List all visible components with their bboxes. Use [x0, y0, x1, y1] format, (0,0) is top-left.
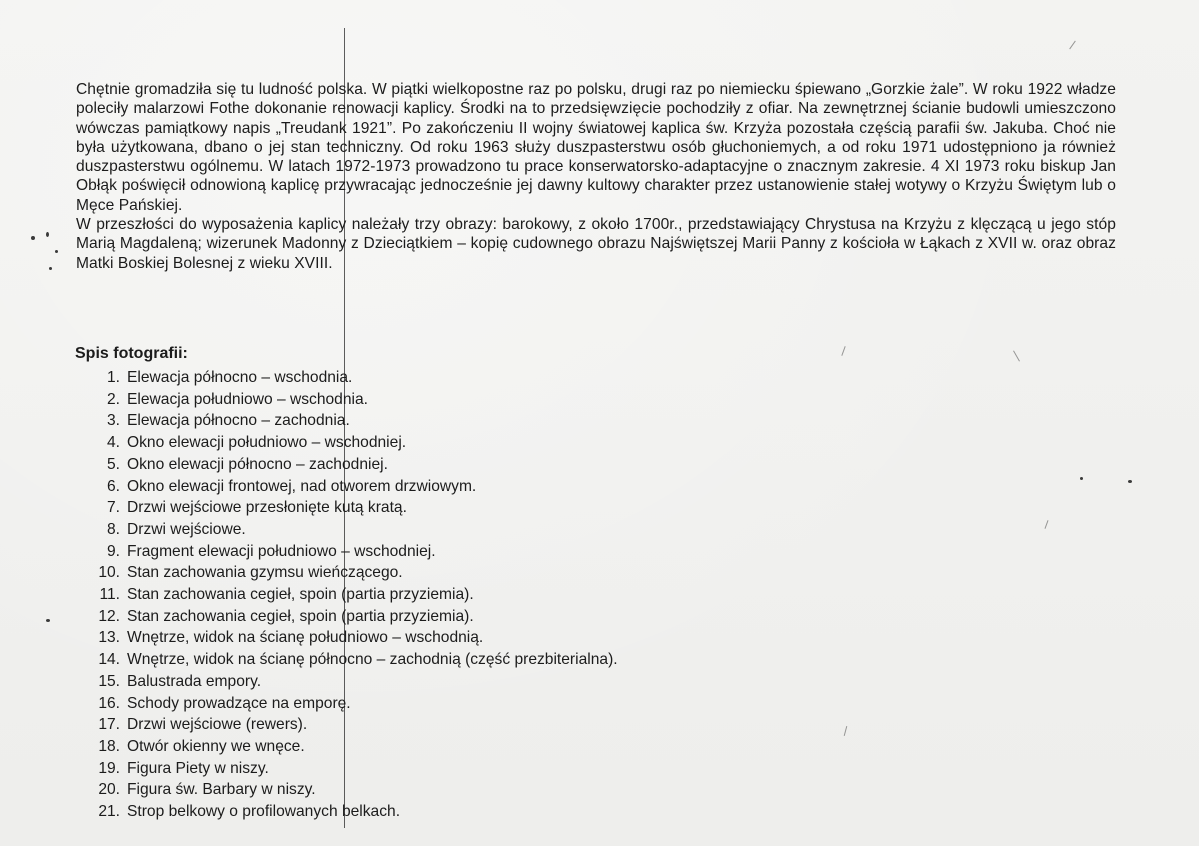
- list-item: 7. Drzwi wejściowe przesłonięte kutą kratą.: [106, 499, 407, 517]
- scan-speck: [1080, 477, 1083, 480]
- list-item: 4. Okno elewacji południowo – wschodniej.: [106, 434, 407, 452]
- scan-scratch: [841, 346, 845, 356]
- paragraph-paintings: W przeszłości do wyposażenia kaplicy należały trzy obrazy: barokowy, z około 1700r., przedstawiający Chrystusa na Krzyżu z klęczącą u jego stóp Marią Magdaleną; wizerunek Madonny z Dzieciątkiem – kopię cudownego obrazu Najświętszej Marii Panny z kościoła w Łąkach z XVII w. oraz obraz Matki Boskiej Bolesnej z wieku XVIII.: [76, 216, 1116, 272]
- scan-speck: [46, 619, 50, 622]
- scan-scratch: [1044, 520, 1048, 529]
- paragraph-history: Chętnie gromadziła się tu ludność polska. W piątki wielkopostne raz po polsku, drugi raz po niemiecku śpiewano „Gorzkie żale”. W roku 1922 władze poleciły malarzowi Fothe dokonanie renowacji kaplicy. Środki na to przedsięwzięcie pochodziły z ofiar. Na zewnętrznej ścianie budowli umieszczono wówczas pamiątkowy napis „Treudank 1921”. Po zakończeniu II wojny światowej kaplica św. Krzyża pozostała częścią parafii św. Jakuba. Choć nie była użytkowana, dbano o jej stan techniczny. Od roku 1963 służy duszpasterstwu osób głuchoniemych, a od roku 1971 udostępniono ja również duszpasterstwu ogólnemu. W latach 1972-1973 prowadzono tu prace konserwatorsko-adaptacyjne o znacznym zakresie. 4 XI 1973 roku biskup Jan Obłąk poświęcił odnowioną kaplicę przywracając jednocześnie jej dawny kultowy charakter przez ustanowienie stałej wotywy o Krzyżu Świętym lub o Męce Pańskiej.: [76, 81, 1116, 214]
- list-item: 5. Okno elewacji północno – zachodniej.: [106, 455, 388, 473]
- list-item: 1. Elewacja północno – wschodnia.: [106, 369, 353, 386]
- photo-list: [85, 367, 618, 823]
- scan-speck: [49, 267, 52, 270]
- scan-scratch: [1069, 41, 1076, 50]
- scan-speck: [31, 236, 35, 240]
- list-item: 14. Wnętrze, widok na ścianę północno – zachodnią (część prezbiterialna).: [98, 651, 618, 669]
- list-item: 8. Drzwi wejściowe.: [106, 520, 246, 538]
- list-item: 21. Strop belkowy o profilowanych belkach.: [98, 803, 401, 821]
- list-item: 13. Wnętrze, widok na ścianę południowo – wschodnią.: [98, 629, 484, 647]
- list-item: 11. Stan zachowania cegieł, spoin (partia przyziemia).: [99, 586, 474, 604]
- list-item: 17. Drzwi wejściowe (rewers).: [98, 716, 308, 734]
- scan-scratch: [844, 726, 848, 736]
- list-item: 3. Elewacja północno – zachodnia.: [106, 412, 350, 430]
- list-item: 16. Schody prowadzące na emporę.: [98, 694, 351, 712]
- body-text: [76, 80, 1116, 273]
- list-item: 10. Stan zachowania gzymsu wieńczącego.: [98, 564, 403, 582]
- list-item: 15. Balustrada empory.: [98, 672, 262, 690]
- list-item: 9. Fragment elewacji południowo – wschodniej.: [106, 542, 436, 560]
- scan-scratch: [1013, 351, 1020, 362]
- list-item: 19. Figura Piety w niszy.: [98, 759, 269, 777]
- scan-speck: [46, 232, 49, 237]
- list-item: 12. Stan zachowania cegieł, spoin (partia przyziemia).: [98, 607, 474, 625]
- list-item: 18. Otwór okienny we wnęce.: [98, 737, 305, 755]
- list-item: 6. Okno elewacji frontowej, nad otworem drzwiowym.: [106, 477, 477, 495]
- photo-list-heading: Spis fotografii:: [75, 345, 188, 362]
- scan-speck: [1128, 480, 1132, 483]
- list-item: 20. Figura św. Barbary w niszy.: [98, 781, 316, 799]
- scan-speck: [55, 250, 58, 253]
- list-item: 2. Elewacja południowo – wschodnia.: [106, 390, 368, 408]
